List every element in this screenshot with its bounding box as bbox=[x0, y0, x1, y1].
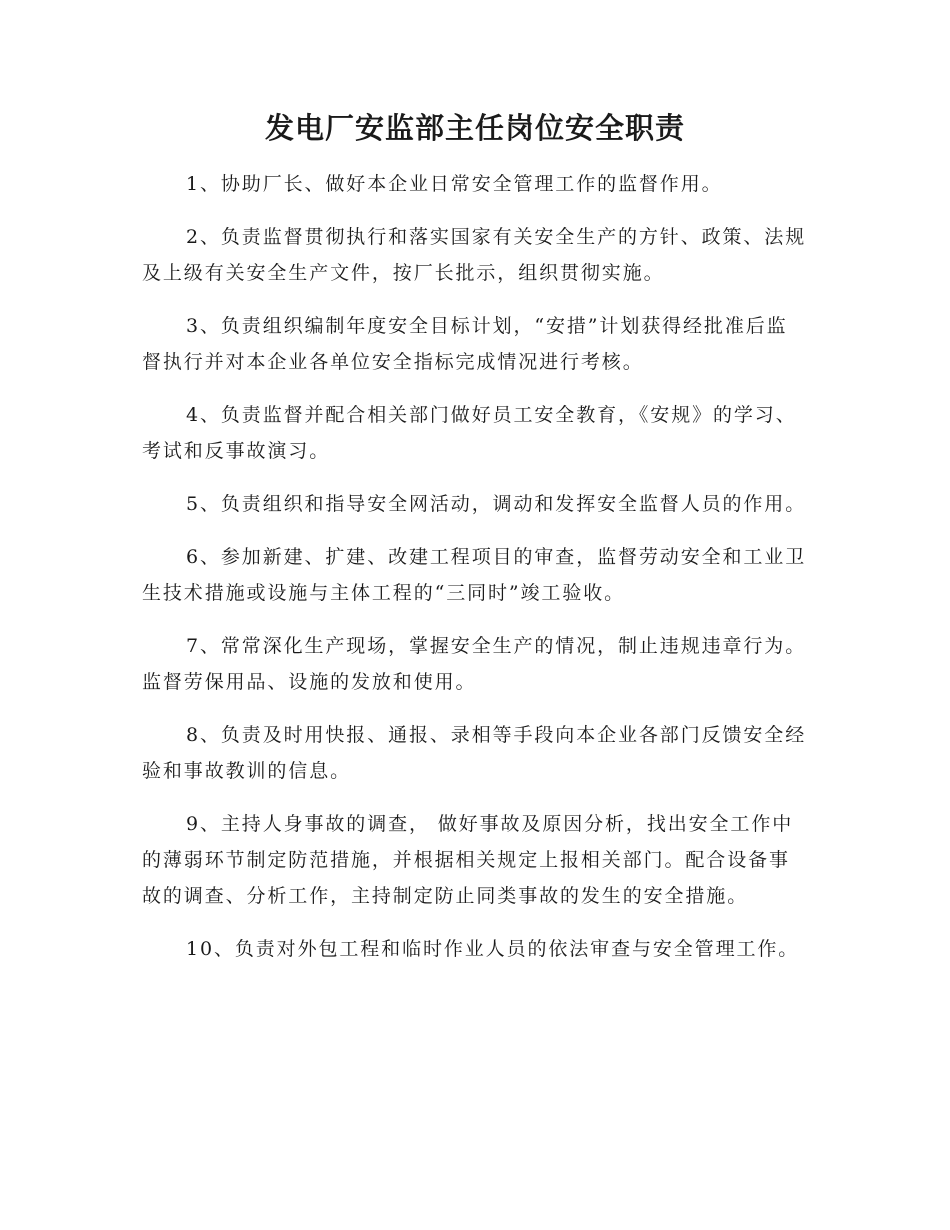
duty-paragraph-8: 8、负责及时用快报、通报、录相等手段向本企业各部门反馈安全经验和事故教训的信息。 bbox=[142, 724, 807, 782]
duty-paragraph-6: 6、参加新建、扩建、改建工程项目的审查，监督劳动安全和工业卫生技术措施或设施与主体工程的“三同时”竣工验收。 bbox=[142, 546, 807, 604]
duty-paragraph-9: 9、主持人身事故的调查， 做好事故及原因分析，找出安全工作中的薄弱环节制定防范措施，并根据相关规定上报相关部门。配合设备事故的调查、分析工作，主持制定防止同类事故的发生的安全措施。 bbox=[142, 813, 794, 907]
document-body bbox=[142, 166, 807, 984]
duty-paragraph-4: 4、负责监督并配合相关部门做好员工安全教育，《安规》的学习、考试和反事故演习。 bbox=[142, 404, 797, 462]
duty-paragraph-5: 5、负责组织和指导安全网活动，调动和发挥安全监督人员的作用。 bbox=[186, 493, 807, 515]
duty-paragraph-7: 7、常常深化生产现场，掌握安全生产的情况，制止违规违章行为。监督劳保用品、设施的发放和使用。 bbox=[142, 635, 807, 693]
duty-paragraph-1: 1、协助厂长、做好本企业日常安全管理工作的监督作用。 bbox=[186, 173, 723, 195]
document-title: 发电厂安监部主任岗位安全职责 bbox=[264, 111, 685, 145]
duty-paragraph-3: 3、负责组织编制年度安全目标计划，“安措”计划获得经批准后监督执行并对本企业各单位安全指标完成情况进行考核。 bbox=[142, 315, 788, 373]
duty-paragraph-2: 2、负责监督贯彻执行和落实国家有关安全生产的方针、政策、法规及上级有关安全生产文件，按厂长批示，组织贯彻实施。 bbox=[142, 226, 807, 284]
duty-paragraph-10: 10、负责对外包工程和临时作业人员的依法审查与安全管理工作。 bbox=[186, 938, 800, 960]
